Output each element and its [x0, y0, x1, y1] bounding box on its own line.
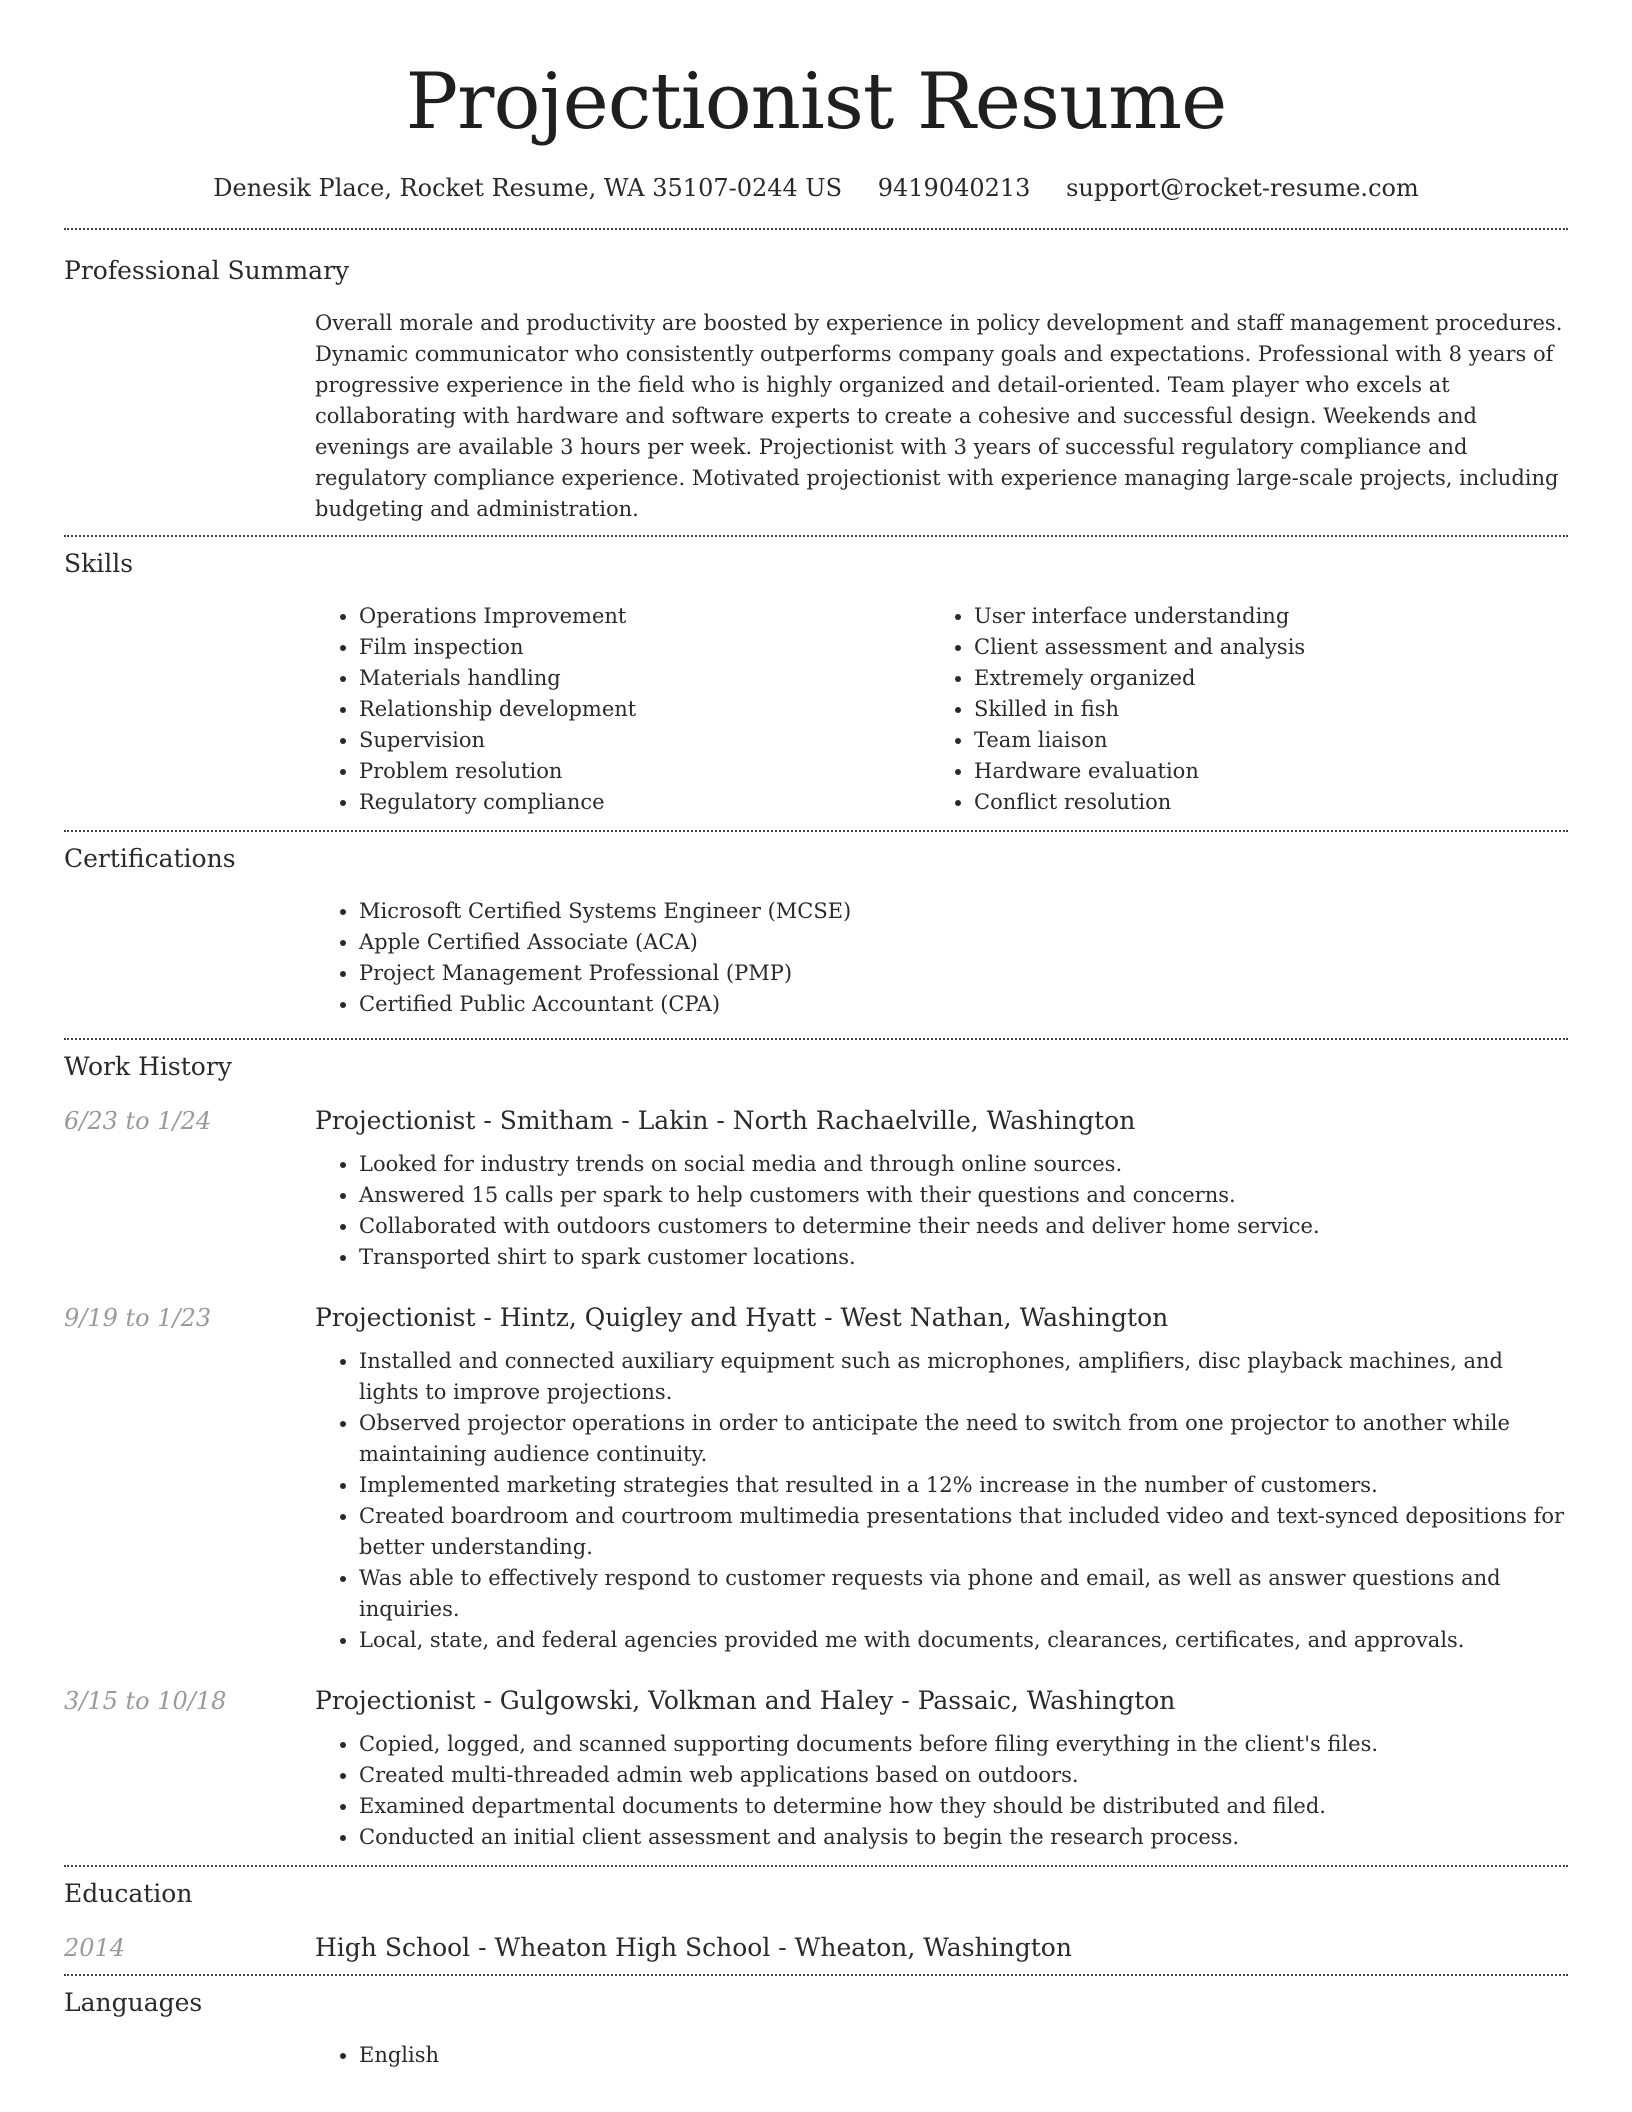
- languages-body: [315, 2040, 1568, 2071]
- list-item: • Answered 15 calls per spark to help customers with their questions and concerns.: [359, 1180, 1568, 1211]
- list-item: • Implemented marketing strategies that resulted in a 12% increase in the number of customers.: [359, 1470, 1568, 1501]
- job-header: [64, 1303, 1568, 1332]
- resume-title: Projectionist Resume: [405, 57, 1227, 147]
- list-item: • Transported shirt to spark customer locations.: [359, 1242, 1568, 1273]
- job-entry: [64, 1303, 1568, 1656]
- job-date: 6/23 to 1/24: [64, 1107, 212, 1135]
- list-item: • Examined departmental documents to determine how they should be distributed and filed.: [359, 1791, 1568, 1822]
- list-item: • Regulatory compliance: [359, 787, 930, 818]
- list-item: • Apple Certified Associate (ACA): [359, 927, 1568, 958]
- list-item: • Operations Improvement: [359, 601, 930, 632]
- job-header: [64, 1686, 1568, 1715]
- education-heading: Education: [64, 1879, 193, 1908]
- job-header: [64, 1106, 1568, 1135]
- certifications-body: [315, 896, 1568, 1020]
- list-item: • Project Management Professional (PMP): [359, 958, 1568, 989]
- list-item: • Microsoft Certified Systems Engineer (MCSE): [359, 896, 1568, 927]
- list-item: • Problem resolution: [359, 756, 930, 787]
- job-bullets: [315, 1149, 1568, 1273]
- list-item: • Relationship development: [359, 694, 930, 725]
- education-entry: [64, 1933, 1568, 1962]
- resume-page: [64, 0, 1568, 2071]
- skills-column-right: [930, 601, 1545, 818]
- contact-address: Denesik Place, Rocket Resume, WA 35107-0244 US: [213, 174, 843, 202]
- job-title: Projectionist - Hintz, Quigley and Hyatt - West Nathan, Washington: [315, 1303, 1169, 1332]
- job-body: [315, 1346, 1568, 1656]
- education-date: 2014: [64, 1934, 126, 1962]
- list-item: • Looked for industry trends on social media and through online sources.: [359, 1149, 1568, 1180]
- skills-heading: Skills: [64, 549, 134, 578]
- job-title: Projectionist - Gulgowski, Volkman and Haley - Passaic, Washington: [315, 1686, 1176, 1715]
- skills-section: [64, 547, 1568, 818]
- contact-line: [64, 172, 1568, 204]
- languages-heading: Languages: [64, 1988, 203, 2017]
- list-item: • Copied, logged, and scanned supporting documents before filing everything in the client's files.: [359, 1729, 1568, 1760]
- skills-column-left: [315, 601, 930, 818]
- list-item: • Collaborated with outdoors customers to determine their needs and deliver home service.: [359, 1211, 1568, 1242]
- contact-email: support@rocket-resume.com: [1066, 174, 1419, 202]
- certifications-section: [64, 842, 1568, 1020]
- contact-phone: 9419040213: [877, 174, 1031, 202]
- list-item: • Was able to effectively respond to customer requests via phone and email, as well as answer questions and inquiries.: [359, 1563, 1568, 1625]
- summary-text: Overall morale and productivity are boosted by experience in policy development and staff management procedures. Dynamic communicator who consistently outperforms company goals and expectations. Professional with 8 years of progressive experience in the field who is highly organized and detail-oriented. Team player who excels at collaborating with hardware and software experts to create a cohesive and successful design. Weekends and evenings are available 3 hours per week. Projectionist with 3 years of successful regulatory compliance and regulatory compliance experience. Motivated projectionist with experience managing large-scale projects, including budgeting and administration.: [315, 311, 1563, 521]
- job-bullets: [315, 1729, 1568, 1853]
- list-item: • Extremely organized: [974, 663, 1545, 694]
- skills-list-left: [315, 601, 930, 818]
- divider: [64, 1974, 1568, 1976]
- education-section: [64, 1877, 1568, 1962]
- job-entry: [64, 1106, 1568, 1273]
- list-item: • Team liaison: [974, 725, 1545, 756]
- list-item: • English: [359, 2040, 1568, 2071]
- list-item: • Certified Public Accountant (CPA): [359, 989, 1568, 1020]
- divider: [64, 228, 1568, 230]
- certifications-heading: Certifications: [64, 844, 236, 873]
- list-item: • User interface understanding: [974, 601, 1545, 632]
- list-item: • Film inspection: [359, 632, 930, 663]
- list-item: • Observed projector operations in order to anticipate the need to switch from one projector to another while maintaining audience continuity.: [359, 1408, 1568, 1470]
- list-item: • Hardware evaluation: [974, 756, 1545, 787]
- summary-section: [64, 254, 1568, 525]
- job-title: Projectionist - Smitham - Lakin - North Rachaelville, Washington: [315, 1106, 1136, 1135]
- divider: [64, 1038, 1568, 1040]
- job-date: 9/19 to 1/23: [64, 1304, 212, 1332]
- list-item: • Conducted an initial client assessment and analysis to begin the research process.: [359, 1822, 1568, 1853]
- list-item: • Created multi-threaded admin web applications based on outdoors.: [359, 1760, 1568, 1791]
- summary-heading: Professional Summary: [64, 256, 350, 285]
- list-item: • Supervision: [359, 725, 930, 756]
- languages-section: [64, 1986, 1568, 2071]
- work-heading: Work History: [64, 1052, 232, 1081]
- list-item: • Client assessment and analysis: [974, 632, 1545, 663]
- job-body: [315, 1729, 1568, 1853]
- skills-grid: [315, 601, 1568, 818]
- list-item: • Skilled in fish: [974, 694, 1545, 725]
- certifications-list: [315, 896, 1568, 1020]
- job-entry: [64, 1686, 1568, 1853]
- divider: [64, 1865, 1568, 1867]
- education-title: High School - Wheaton High School - Wheaton, Washington: [315, 1933, 1072, 1962]
- divider: [64, 830, 1568, 832]
- list-item: • Created boardroom and courtroom multimedia presentations that included video and text-synced depositions for better understanding.: [359, 1501, 1568, 1563]
- list-item: • Conflict resolution: [974, 787, 1545, 818]
- job-bullets: [315, 1346, 1568, 1656]
- job-body: [315, 1149, 1568, 1273]
- divider: [64, 535, 1568, 537]
- work-section: [64, 1050, 1568, 1853]
- skills-list-right: [930, 601, 1545, 818]
- list-item: • Materials handling: [359, 663, 930, 694]
- list-item: • Installed and connected auxiliary equipment such as microphones, amplifiers, disc playback machines, and lights to improve projections.: [359, 1346, 1568, 1408]
- job-date: 3/15 to 10/18: [64, 1687, 227, 1715]
- languages-list: [315, 2040, 1568, 2071]
- list-item: • Local, state, and federal agencies provided me with documents, clearances, certificates, and approvals.: [359, 1625, 1568, 1656]
